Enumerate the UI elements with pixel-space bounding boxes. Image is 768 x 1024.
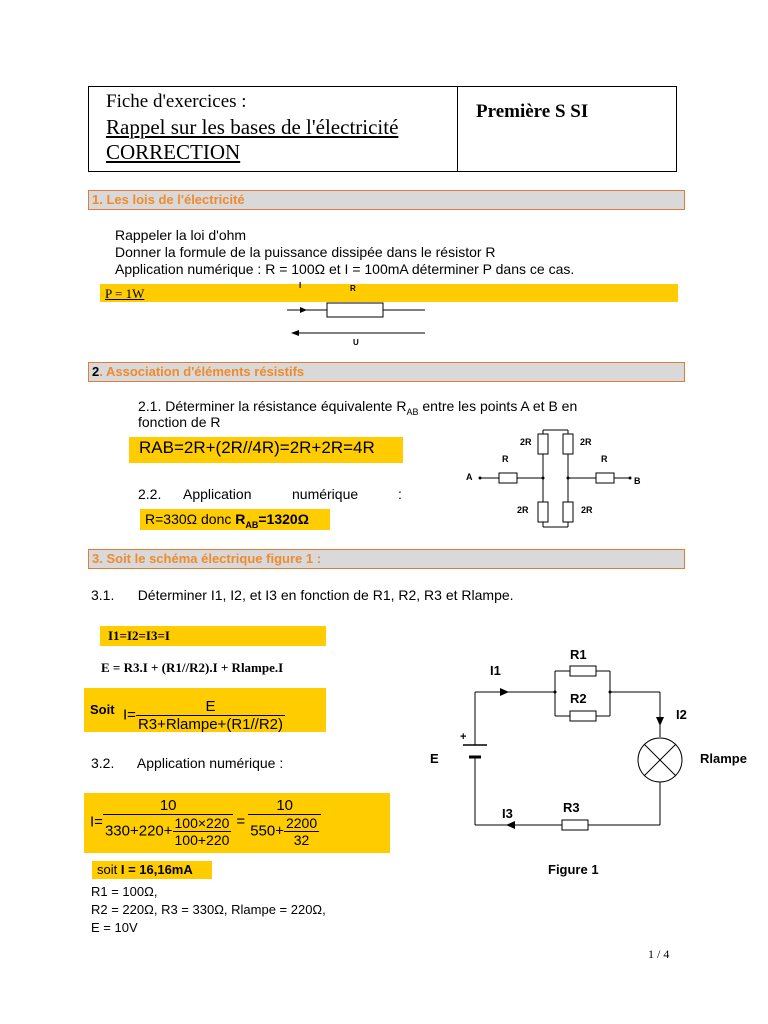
- given1: R1 = 100Ω,: [91, 884, 158, 899]
- result-pre: soit: [97, 862, 121, 877]
- page-number: 1 / 4: [648, 947, 670, 961]
- q22-label: 2.2.: [138, 486, 162, 502]
- resistor-R: [327, 303, 383, 317]
- an-num1: 10: [103, 797, 233, 815]
- q2-text: Donner la formule de la puissance dissipée dans le résistor R: [115, 244, 496, 260]
- answer22-sub: AB: [245, 519, 259, 530]
- fig1-R-label: R: [350, 284, 356, 293]
- soit-I: I=: [123, 706, 136, 724]
- q22-text2: numérique: [292, 486, 359, 502]
- bridge-figure: [460, 422, 660, 534]
- q22-text: Application: [183, 486, 252, 502]
- q21-line2: fonction de R: [138, 414, 221, 430]
- an-den2-num: 2200: [285, 815, 318, 831]
- fig1-label-R3: R3: [563, 800, 580, 815]
- class-label: Première S SI: [476, 101, 589, 122]
- bridge-resistor-bl: [538, 502, 548, 522]
- soit-num: E: [136, 698, 285, 716]
- q32-text: 3.2. Application numérique :: [91, 755, 284, 771]
- fig1-label-I2: I2: [676, 707, 687, 722]
- given2: R2 = 220Ω, R3 = 330Ω, Rlampe = 220Ω,: [91, 902, 326, 917]
- bridge-point-b: B: [634, 476, 641, 486]
- soit-den: R3+Rlampe+(R1//R2): [137, 716, 283, 733]
- q21-main: 2.1. Déterminer la résistance équivalente R: [138, 398, 407, 414]
- bridge-resistor-tl: [538, 434, 548, 454]
- an-eq: =: [236, 813, 246, 831]
- result: [97, 862, 193, 877]
- answer22: [145, 511, 309, 530]
- bridge-label-tl: 2R: [520, 437, 532, 447]
- bridge-resistor-tr: [563, 434, 573, 454]
- fig1-label-R2: R2: [570, 691, 587, 706]
- result-value: I = 16,16mA: [120, 862, 193, 877]
- answer22-r: R: [235, 511, 246, 527]
- equation-e: E = R3.I + (R1//R2).I + Rlampe.I: [101, 660, 284, 675]
- an-den1-den: 100+220: [174, 832, 230, 848]
- an-formula: [90, 797, 321, 848]
- figure1-circuit: [420, 640, 765, 885]
- q21-end: entre les points A et B en: [418, 398, 578, 414]
- answer22-val: =1320Ω: [258, 511, 309, 527]
- correction-label: CORRECTION: [106, 140, 241, 164]
- fig1-caption: Figure 1: [548, 862, 599, 877]
- an-den2-a: 550+: [250, 822, 284, 840]
- ans-currents: I1=I2=I3=I: [108, 628, 170, 643]
- fig1-resistor-R2: [570, 711, 596, 721]
- resistor-figure: [285, 278, 435, 348]
- soit-formula: [123, 698, 285, 733]
- section2-heading: [88, 362, 685, 382]
- fig1-resistor-R1: [570, 666, 596, 676]
- fig1-label-E: E: [430, 751, 439, 766]
- fiche-label: Fiche d'exercices :: [106, 91, 247, 112]
- an-den2-den: 32: [293, 832, 310, 848]
- section2-title: . Association d'éléments résistifs: [99, 364, 305, 379]
- bridge-point-a: A: [466, 472, 473, 482]
- bridge-label-tr: 2R: [580, 437, 592, 447]
- an-den1-num: 100×220: [174, 815, 230, 831]
- fig1-U-label: U: [353, 338, 359, 347]
- q31-text: 3.1. Déterminer I1, I2, et I3 en fonction de R1, R2, R3 et Rlampe.: [91, 587, 514, 603]
- answer1-text: P = 1W: [105, 286, 145, 301]
- q21-sub: AB: [406, 406, 419, 417]
- bridge-label-br: 2R: [581, 505, 593, 515]
- fig1-label-I3: I3: [502, 806, 513, 821]
- section1-heading: 1. Les lois de l'électricité: [88, 190, 685, 210]
- bridge-resistor-right: [596, 473, 614, 483]
- answer22-pre: R=330Ω donc: [145, 511, 236, 527]
- bridge-label-r: R: [601, 454, 608, 464]
- bridge-label-l: R: [502, 454, 509, 464]
- given3: E = 10V: [91, 920, 138, 935]
- header-divider: [457, 86, 458, 172]
- bridge-label-bl: 2R: [517, 505, 529, 515]
- q1-text: Rappeler la loi d'ohm: [115, 227, 247, 243]
- soit-label: Soit: [90, 702, 115, 717]
- bridge-resistor-left: [499, 473, 517, 483]
- section2-number: 2: [92, 364, 100, 379]
- an-I: I=: [90, 813, 103, 831]
- fig1-label-plus: +: [460, 731, 467, 743]
- formula21: RAB=2R+(2R//4R)=2R+2R=4R: [139, 438, 375, 457]
- bridge-resistor-br: [563, 502, 573, 522]
- fig1-resistor-R3: [562, 820, 588, 830]
- q3-text: Application numérique : R = 100Ω et I = 100mA déterminer P dans ce cas.: [115, 261, 575, 277]
- page-title: Rappel sur les bases de l'électricité: [106, 115, 399, 139]
- section3-heading: 3. Soit le schéma électrique figure 1 :: [88, 549, 685, 569]
- an-num2: 10: [248, 797, 321, 815]
- fig1-label-R1: R1: [570, 647, 587, 662]
- fig1-label-lamp: Rlampe: [700, 751, 747, 766]
- fig1-label-I1: I1: [490, 663, 501, 678]
- an-den1-a: 330+220+: [104, 822, 173, 840]
- q22-colon: :: [398, 486, 402, 502]
- fig1-I-label: I: [299, 281, 302, 290]
